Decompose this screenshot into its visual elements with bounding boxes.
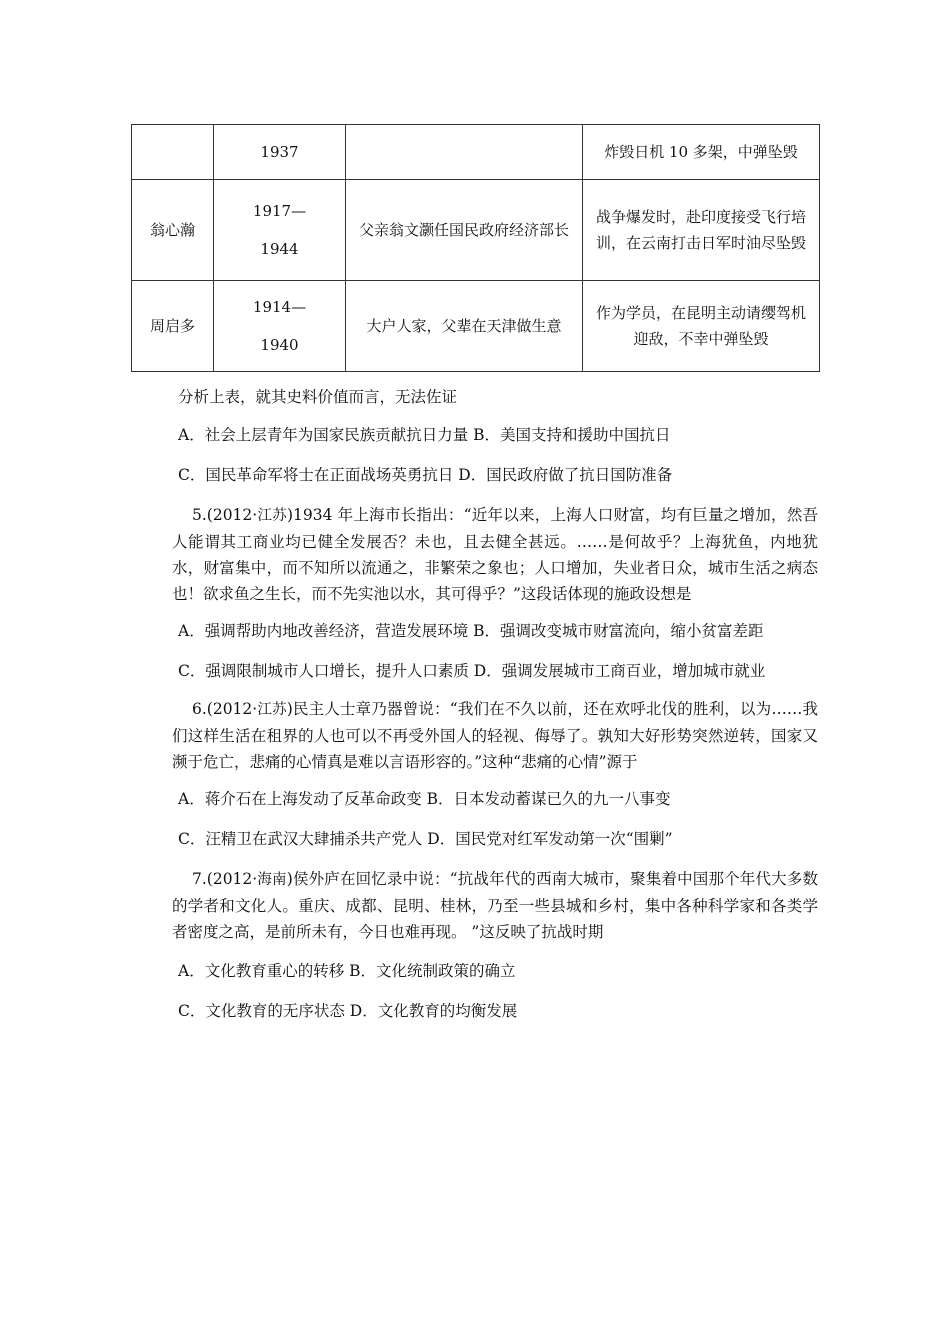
- table-cell-deed: 作为学员，在昆明主动请缨驾机迎敌，不幸中弹坠毁: [583, 281, 820, 372]
- q6-text: )民主人士章乃器曾说：“我们在不久以前，还在欢呼北伐的胜利，以为……我们这样生活在租界的人也可以不再受外国人的轻视、侮辱了。孰知大好形势突然逆转，国家又濒于危亡，悲痛的心情真是难以言语形容的。”这种“悲痛的心情”源于: [172, 700, 818, 771]
- q7-options-ab: A．文化教育重心的转移 B．文化统制政策的确立: [178, 962, 516, 980]
- q5-text: )1934 年上海市长指出：“近年以来，上海人口财富，均有巨量之增加，然吾人能谓其工商业均已健全发展否？未也，且去健全甚远。……是何故乎？上海犹鱼，内地犹水，财富集中，而不知所以流通之，非繁荣之象也；人口增加，失业者日众，城市生活之病态也！欲求鱼之生长，而不先实池以水，其可得乎？”这段话体现的施政设想是: [172, 506, 818, 603]
- table-cell-background: 父亲翁文灏任国民政府经济部长: [346, 180, 583, 281]
- q6-number: 6.(2012·: [192, 700, 258, 718]
- q5-number: 5.(2012·: [192, 506, 258, 524]
- q4-prompt: 分析上表，就其史料价值而言，无法佐证: [178, 388, 458, 406]
- year-start: 1917—: [252, 202, 307, 220]
- q7-options-cd: C．文化教育的无序状态 D．文化教育的均衡发展: [178, 1002, 518, 1020]
- year-end: 1940: [260, 336, 299, 354]
- year-text: 1937: [260, 143, 299, 161]
- table-row: [132, 180, 820, 281]
- table-cell-background: [346, 125, 583, 180]
- table-cell-name: 周启多: [132, 281, 214, 372]
- table-cell-name: [132, 125, 214, 180]
- q5-options-cd: C．强调限制城市人口增长，提升人口素质 D．强调发展城市工商百业，增加城市就业: [178, 662, 766, 680]
- q6-options-ab: A．蒋介石在上海发动了反革命政变 B．日本发动蓄谋已久的九一八事变: [178, 790, 671, 808]
- q7-text: )侯外庐在回忆录中说：“抗战年代的西南大城市，聚集着中国那个年代大多数的学者和文化人。重庆、成都、昆明、桂林，乃至一些县城和乡村，集中各种科学家和各类学者密度之高，是前所未有，今日也难再现。 ”这反映了抗战时期: [172, 870, 818, 941]
- q7-number: 7.(2012·: [192, 870, 258, 888]
- table-cell-background: 大户人家，父辈在天津做生意: [346, 281, 583, 372]
- q7-stem: [172, 866, 818, 945]
- table-cell-years: [214, 281, 346, 372]
- q6-stem: [172, 696, 818, 775]
- q7-source: 海南: [257, 872, 287, 888]
- table-row: [132, 125, 820, 180]
- table-cell-years: [214, 125, 346, 180]
- year-start: 1914—: [252, 298, 307, 316]
- q5-options-ab: A．强调帮助内地改善经济，营造发展环境 B．强调改变城市财富流向，缩小贫富差距: [178, 622, 764, 640]
- q4-options-ab: A．社会上层青年为国家民族贡献抗日力量 B．美国支持和援助中国抗日: [178, 426, 671, 444]
- table-cell-deed: 炸毁日机 10 多架，中弹坠毁: [583, 125, 820, 180]
- q5-source: 江苏: [257, 508, 287, 524]
- q5-stem: [172, 502, 818, 607]
- table-row: [132, 281, 820, 372]
- q6-options-cd: C．汪精卫在武汉大肆捕杀共产党人 D．国民党对红军发动第一次“围剿”: [178, 830, 673, 848]
- history-table: [131, 124, 820, 372]
- q4-options-cd: C．国民革命军将士在正面战场英勇抗日 D．国民政府做了抗日国防准备: [178, 466, 673, 484]
- q6-source: 江苏: [257, 702, 287, 718]
- year-end: 1944: [260, 240, 299, 258]
- table-cell-years: [214, 180, 346, 281]
- table-cell-deed: 战争爆发时，赴印度接受飞行培训，在云南打击日军时油尽坠毁: [583, 180, 820, 281]
- table-cell-name: 翁心瀚: [132, 180, 214, 281]
